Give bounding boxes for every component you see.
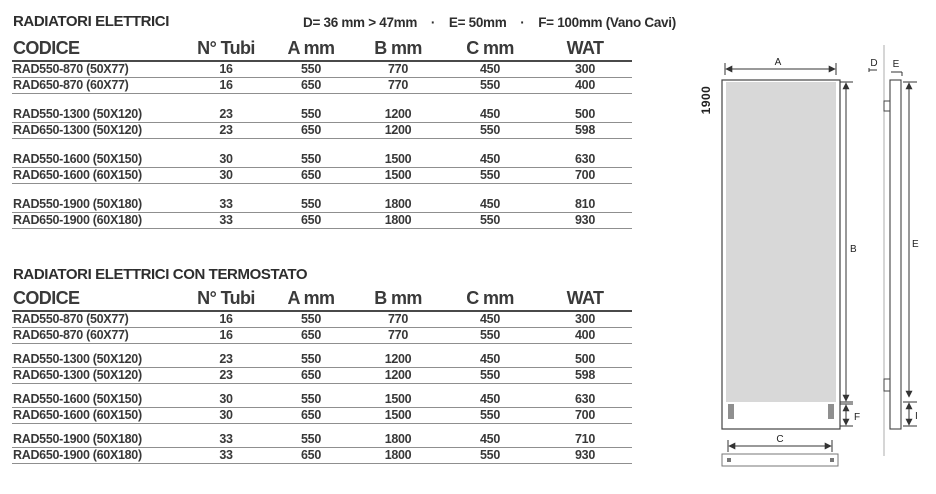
row-group (12, 312, 632, 344)
column-header-codice: CODICE (13, 288, 80, 308)
cell-value: 400 (575, 78, 595, 92)
cell-value: 770 (388, 312, 408, 326)
cell-value: 1200 (384, 352, 412, 366)
cell-value: 630 (575, 152, 595, 166)
cell-value: 650 (301, 368, 321, 382)
cell-codice: RAD650-870 (60X77) (13, 328, 129, 342)
cell-codice: RAD550-1300 (50X120) (13, 107, 142, 121)
table1-title: RADIATORI ELETTRICI (13, 13, 170, 30)
cell-value: 300 (575, 312, 595, 326)
dimension-b (840, 82, 853, 402)
cell-value: 700 (575, 168, 595, 182)
cell-value: 930 (575, 448, 595, 462)
cell-value: 450 (480, 152, 500, 166)
cell-value: 650 (301, 328, 321, 342)
cell-value: 33 (219, 448, 233, 462)
cell-value: 1200 (384, 368, 412, 382)
cell-value: 650 (301, 123, 321, 137)
radiator-panel (726, 82, 836, 402)
column-header-c-mm: C mm (466, 288, 514, 308)
cell-value: 930 (575, 213, 595, 227)
bar-hole-left (727, 458, 731, 462)
cell-value: 450 (480, 197, 500, 211)
cell-value: 650 (301, 408, 321, 422)
cell-value: 550 (480, 448, 500, 462)
cell-value: 650 (301, 213, 321, 227)
cell-value: 33 (219, 213, 233, 227)
cell-value: 550 (480, 168, 500, 182)
table-row (12, 152, 632, 168)
cell-value: 598 (575, 123, 595, 137)
column-header-ntubi: N° Tubi (197, 38, 255, 58)
table-row (12, 62, 632, 78)
cell-value: 16 (219, 312, 233, 326)
cell-value: 550 (301, 107, 321, 121)
table-body (12, 62, 632, 229)
cell-value: 450 (480, 107, 500, 121)
cell-value: 650 (301, 168, 321, 182)
cell-value: 1800 (384, 432, 412, 446)
cell-value: 500 (575, 352, 595, 366)
table-row (12, 368, 632, 384)
cell-value: 770 (388, 328, 408, 342)
side-view (884, 45, 901, 456)
table-row (12, 123, 632, 139)
label-e-top: E (892, 59, 900, 70)
cell-value: 650 (301, 448, 321, 462)
cell-value: 30 (219, 152, 233, 166)
cell-codice: RAD550-870 (50X77) (13, 62, 129, 76)
column-header-c-mm: C mm (466, 38, 514, 58)
table-header-row (12, 286, 632, 312)
cell-value: 16 (219, 328, 233, 342)
column-header-a-mm: A mm (287, 38, 335, 58)
table-row (12, 197, 632, 213)
row-group (12, 107, 632, 139)
cell-value: 300 (575, 62, 595, 76)
table-row (12, 213, 632, 229)
cell-codice: RAD650-1300 (50X120) (13, 123, 142, 137)
label-a: A (774, 57, 782, 68)
label-b: B (850, 244, 857, 255)
table-radiatori-elettrici (12, 36, 632, 242)
row-group (12, 62, 632, 94)
cell-value: 33 (219, 432, 233, 446)
cell-codice: RAD650-1600 (60X150) (13, 408, 142, 422)
wall-bracket-bar (722, 454, 838, 466)
table-row (12, 448, 632, 464)
front-view (722, 80, 840, 429)
table2-title: RADIATORI ELETTRICI CON TERMOSTATO (13, 266, 308, 283)
cell-value: 810 (575, 197, 595, 211)
cell-codice: RAD650-1300 (50X120) (13, 368, 142, 382)
cell-value: 450 (480, 62, 500, 76)
cell-codice: RAD550-1600 (50X150) (13, 152, 142, 166)
column-header-b-mm: B mm (374, 288, 422, 308)
left-foot (728, 404, 734, 419)
table-row (12, 432, 632, 448)
cell-value: 550 (480, 78, 500, 92)
table-row (12, 78, 632, 94)
cell-value: 450 (480, 392, 500, 406)
cell-value: 550 (480, 408, 500, 422)
cell-value: 550 (301, 62, 321, 76)
cell-value: 1500 (384, 408, 412, 422)
cell-value: 16 (219, 62, 233, 76)
label-i: I (915, 411, 918, 422)
cell-codice: RAD650-1600 (60X150) (13, 168, 142, 182)
cell-value: 33 (219, 197, 233, 211)
cell-value: 1800 (384, 197, 412, 211)
column-header-a-mm: A mm (287, 288, 335, 308)
cell-value: 550 (480, 328, 500, 342)
cell-value: 23 (219, 107, 233, 121)
cell-value: 550 (301, 152, 321, 166)
cell-value: 770 (388, 62, 408, 76)
table-row (12, 168, 632, 184)
cell-value: 1500 (384, 392, 412, 406)
row-group (12, 392, 632, 424)
cell-value: 550 (480, 123, 500, 137)
cell-value: 550 (480, 368, 500, 382)
side-profile (890, 80, 901, 429)
cell-codice: RAD550-1900 (50X180) (13, 197, 142, 211)
dimension-f (840, 404, 853, 426)
cell-codice: RAD550-1900 (50X180) (13, 432, 142, 446)
cell-value: 650 (301, 78, 321, 92)
column-header-b-mm: B mm (374, 38, 422, 58)
table-row (12, 392, 632, 408)
right-foot (828, 404, 834, 419)
cell-value: 770 (388, 78, 408, 92)
cell-value: 23 (219, 368, 233, 382)
label-e-side: E (912, 239, 919, 250)
table-row (12, 352, 632, 368)
table-body (12, 312, 632, 464)
cell-value: 550 (480, 213, 500, 227)
cell-codice: RAD650-1900 (60X180) (13, 213, 142, 227)
table-row (12, 328, 632, 344)
row-group (12, 152, 632, 184)
cell-value: 450 (480, 312, 500, 326)
cell-value: 1800 (384, 213, 412, 227)
label-overall-height: 1900 (699, 85, 713, 115)
lower-bracket (884, 379, 890, 391)
cell-codice: RAD550-870 (50X77) (13, 312, 129, 326)
upper-bracket (884, 101, 890, 111)
cell-value: 550 (301, 312, 321, 326)
cell-value: 30 (219, 408, 233, 422)
cell-codice: RAD550-1600 (50X150) (13, 392, 142, 406)
label-d: D (870, 58, 878, 69)
dimensions-note: D= 36 mm > 47mm · E= 50mm · F= 100mm (Vano Cavi) (303, 15, 676, 30)
table-row (12, 312, 632, 328)
table-radiatori-elettrici-con-termostato (12, 286, 632, 472)
cell-codice: RAD550-1300 (50X120) (13, 352, 142, 366)
column-header-wat: WAT (566, 38, 604, 58)
cell-value: 598 (575, 368, 595, 382)
cell-value: 700 (575, 408, 595, 422)
table-row (12, 408, 632, 424)
table-header-row (12, 36, 632, 62)
column-header-wat: WAT (566, 288, 604, 308)
column-header-ntubi: N° Tubi (197, 288, 255, 308)
cell-value: 1200 (384, 123, 412, 137)
cell-value: 23 (219, 352, 233, 366)
cell-value: 550 (301, 352, 321, 366)
cell-value: 500 (575, 107, 595, 121)
cell-codice: RAD650-870 (60X77) (13, 78, 129, 92)
cell-value: 23 (219, 123, 233, 137)
cell-value: 550 (301, 432, 321, 446)
cell-value: 1800 (384, 448, 412, 462)
cell-value: 400 (575, 328, 595, 342)
cell-value: 1200 (384, 107, 412, 121)
row-group (12, 197, 632, 229)
cell-value: 16 (219, 78, 233, 92)
radiator-technical-drawing (690, 28, 936, 484)
cell-value: 1500 (384, 168, 412, 182)
cell-value: 30 (219, 392, 233, 406)
label-c: C (776, 434, 784, 445)
cell-value: 550 (301, 392, 321, 406)
cell-codice: RAD650-1900 (60X180) (13, 448, 142, 462)
bar-hole-right (830, 458, 834, 462)
row-group (12, 432, 632, 464)
label-f: F (854, 412, 861, 423)
cell-value: 710 (575, 432, 595, 446)
cell-value: 630 (575, 392, 595, 406)
table-row (12, 107, 632, 123)
cell-value: 450 (480, 432, 500, 446)
cell-value: 450 (480, 352, 500, 366)
cell-value: 30 (219, 168, 233, 182)
cell-value: 550 (301, 197, 321, 211)
row-group (12, 352, 632, 384)
cell-value: 1500 (384, 152, 412, 166)
column-header-codice: CODICE (13, 38, 80, 58)
